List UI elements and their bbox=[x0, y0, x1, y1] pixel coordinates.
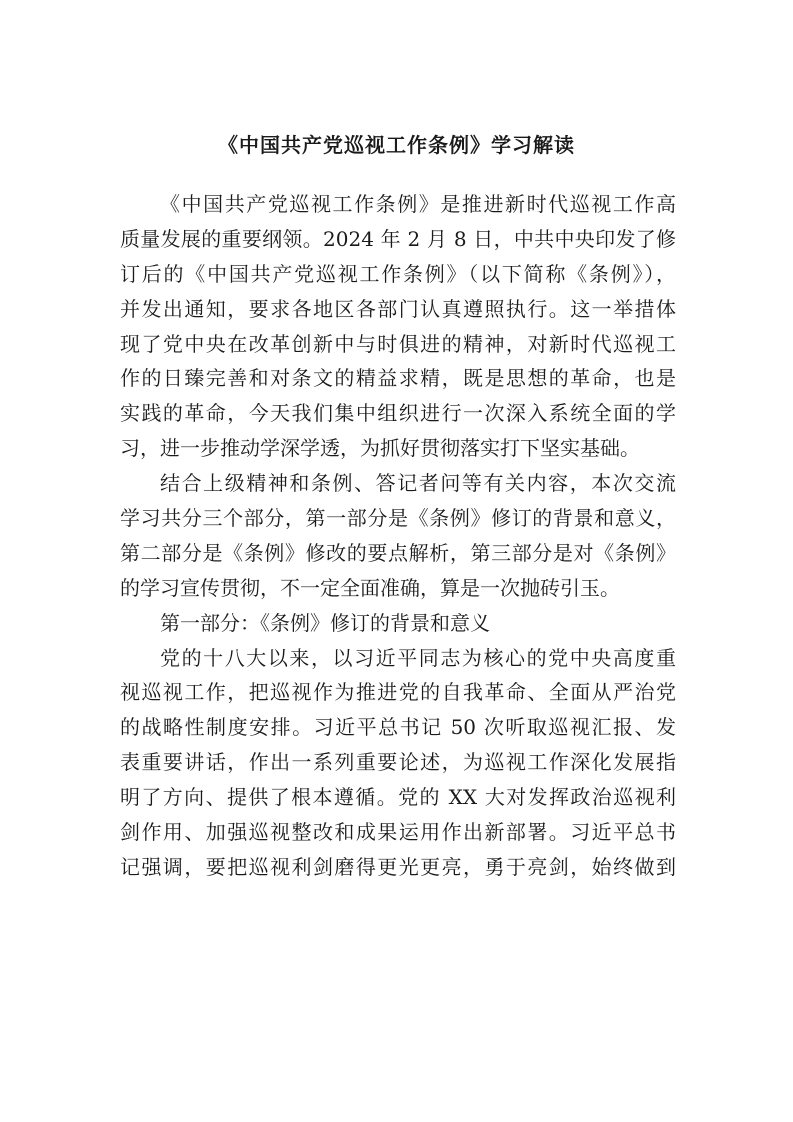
text-line: 剑作用、加强巡视整改和成果运用作出新部署。习近平总书 bbox=[120, 820, 676, 845]
text-line: 的学习宣传贯彻，不一定全面准确，算是一次抛砖引玉。 bbox=[120, 575, 620, 600]
text-line: 明了方向、提供了根本遵循。党的 XX 大对发挥政治巡视利 bbox=[120, 785, 676, 810]
text-line: 并发出通知，要求各地区各部门认真遵照执行。这一举措体 bbox=[120, 296, 676, 321]
text-line: 实践的革命，今天我们集中组织进行一次深入系统全面的学 bbox=[120, 401, 676, 426]
text-line: 第二部分是《条例》修改的要点解析，第三部分是对《条例》 bbox=[120, 540, 676, 565]
text-line: 现了党中央在改革创新中与时俱进的精神，对新时代巡视工 bbox=[120, 331, 676, 356]
text-line: 第一部分：《条例》修订的背景和意义 bbox=[160, 610, 490, 635]
text-line: 习，进一步推动学深学透，为抓好贯彻落实打下坚实基础。 bbox=[120, 436, 640, 461]
text-line: 表重要讲话，作出一系列重要论述，为巡视工作深化发展指 bbox=[120, 750, 676, 775]
text-line: 作的日臻完善和对条文的精益求精，既是思想的革命，也是 bbox=[120, 366, 676, 391]
text-line: 《中国共产党巡视工作条例》是推进新时代巡视工作高 bbox=[160, 192, 676, 216]
text-line: 记强调，要把巡视利剑磨得更光更亮，勇于亮剑，始终做到 bbox=[120, 854, 676, 879]
text-line: 视巡视工作，把巡视作为推进党的自我革命、全面从严治党 bbox=[120, 680, 676, 705]
document-body bbox=[120, 187, 676, 885]
text-line: 结合上级精神和条例、答记者问等有关内容，本次交流 bbox=[160, 471, 676, 496]
text-line: 党的十八大以来，以习近平同志为核心的党中央高度重 bbox=[160, 645, 676, 670]
text-line: 订后的《中国共产党巡视工作条例》（以下简称《条例》）， bbox=[120, 261, 676, 286]
text-line: 学习共分三个部分，第一部分是《条例》修订的背景和意义， bbox=[120, 506, 676, 531]
document-title: 《中国共产党巡视工作条例》学习解读 bbox=[218, 133, 575, 157]
text-line: 的战略性制度安排。习近平总书记 50 次听取巡视汇报、发 bbox=[120, 715, 676, 740]
text-line: 质量发展的重要纲领。2024 年 2 月 8 日，中共中央印发了修 bbox=[120, 226, 676, 251]
